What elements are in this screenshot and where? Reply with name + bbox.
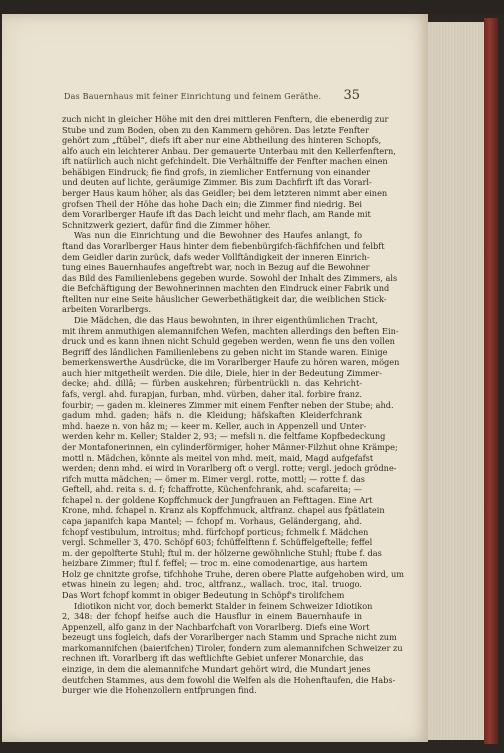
text-line: und deuten auf lichte, geräumige Zimmer. Bis zum Dachfirft ift das Vorarl- (62, 177, 372, 188)
text-line: die Befchäftigung der Bewohnerinnen machten den Eindruck einer Fabrik und (62, 283, 390, 294)
text-line: fchopf vestibulum, introitus; mhd. fürfchopf porticus; fchmelk f. Mädchen (62, 526, 369, 537)
text-line: berger Haus kaum höher, als das Geidler; bei dem letzteren nimmt aber einen (62, 188, 388, 199)
text-line: behäbigen Eindruck; fie find grofs, in ziemlicher Entfernung von einander (62, 166, 371, 177)
text-line: Idiotikon nicht vor, doch bemerkt Stalder in feinem Schweizer Idiotikon (74, 600, 373, 611)
text-line: fafs, vergl. ahd. furapjan, furban, mhd. vürben, daher ital. forbire franz. (62, 389, 362, 400)
text-line: m. der gepolfterte Stuhl; ftul m. der hölzerne gewöhnliche Stuhl; ftube f. das (62, 547, 382, 558)
text-line: rifch mutta mädchen; — ömer m. Eimer vergl. rotte, mottl; — rotte f. das (62, 473, 365, 484)
text-line: Appenzell, alfo ganz in der Nachbarfchaft von Vorarlberg. Diefs eine Wort (62, 621, 370, 632)
text-line: Stube und zum Boden, oben zu den Kammern gehören. Das letzte Fenfter (62, 124, 369, 135)
text-line: Krone, mhd. fchapel n. Kranz als Kopffchmuck, altfranz. chapel aus fpätlatein (62, 505, 385, 516)
text-line: einzige, in dem die alemannifche Mundart gehört wird, die Mundart jenes (62, 664, 371, 675)
text-line: mottl n. Mädchen, könnte als meitel von mhd. meit, maid, Magd aufgefafst (62, 452, 374, 463)
text-line: dem Vorarlberger Haufe ift das Dach leicht und mehr flach, am Rande mit (62, 209, 371, 220)
text-line: werden; denn mhd. ei wird in Vorarlberg oft o vergl. rotte; vergl. jedoch grödne- (62, 463, 397, 474)
text-line: mhd. haeze n. von hâz m; — keer m. Keller, auch in Appenzell und Unter- (62, 420, 367, 431)
text-line: der Montafonerinnen, ein cylinderförmiger, hoher Männer-Filzhut ohne Krämpe; (62, 441, 398, 452)
text-line: deutfchen Stammes, aus dem fowohl die Welfen als die Hohenftaufen, die Habs- (62, 674, 396, 685)
text-line: arbeiten Vorarlbergs. (62, 304, 151, 315)
body-text (62, 114, 405, 696)
text-line: ftand das Vorarlberger Haus hinter dem fiebenbürgifch-fächfifchen und felbft (62, 240, 385, 251)
text-line: fourbir; — gaden m. kleineres Zimmer mit einem Fenfter neben der Stube; ahd. (62, 399, 394, 410)
text-line: rechnen ift. Vorarlberg ift das weftlichfte Gebiet unferer Monarchie, das (62, 653, 364, 664)
text-line: etwas hinein zu legen; ahd. troc, altfranz., wallach. troc, ital. truogo. (62, 579, 362, 590)
text-line: 2, 348: der fchopf heifse auch die Hausflur in einem Bauernhaufe in (62, 611, 362, 622)
text-line: heizbare Zimmer; ftul f. feffel; — troc m. eine comodenartige, aus hartem (62, 558, 368, 569)
text-line: Begriff des ländlichen Familienlebens zu geben nicht im Stande waren. Einige (62, 346, 388, 357)
text-line: Schnitzwerk geziert, dafür find die Zimmer höher. (62, 219, 271, 230)
text-line: ftellten nur eine Seite häuslicher Gewerbethätigkeit dar, die weiblichen Stick- (62, 293, 387, 304)
text-line: ift natürlich auch nicht gefchindelt. Die Verhältniffe der Fenfter machen einen (62, 156, 388, 167)
text-line: burger wie die Hohenzollern entfprungen find. (62, 685, 257, 696)
text-line: Die Mädchen, die das Haus bewohnten, in ihrer eigenthümlichen Tracht, (74, 314, 378, 325)
text-line: tung eines Bauernhaufes angeftrebt war, noch in Bezug auf die Bewohner (62, 262, 370, 273)
text-line: Was nun die Einrichtung und die Bewohner des Haufes anlangt, fo (74, 230, 362, 241)
text-line: das Bild des Familienlebens gegeben wurde. Sowohl der Inhalt des Zimmers, als (62, 272, 398, 283)
text-line: mit ihrem anmuthigen alemannifchen Wefen, machten allerdings den beften Ein- (62, 325, 399, 336)
book-cover-edge (484, 18, 498, 744)
text-line: capa japanifch kapa Mantel; — fchopf m. Vorhaus, Geländergang, ahd. (62, 515, 362, 526)
page-edges (424, 22, 486, 740)
text-line: Das Wort fchopf kommt in obiger Bedeutung in Schöpf's tirolifchem (62, 590, 345, 601)
text-line: alfo auch ein leichterer Anbau. Der gemauerte Unterbau mit den Kellerfenftern, (62, 145, 396, 156)
text-line: druck und es kann ihnen nicht Schuld gegeben werden, wenn fie uns den vollen (62, 336, 395, 347)
text-line: Holz ge chnitzte grofse, tifchhohe Truhe, deren obere Platte aufgehoben wird, um (62, 568, 405, 579)
text-line: Geftell, ahd. reita s. d. f; fchaffrotte, Küchenfchrank, ahd. scafareita; — (62, 484, 362, 495)
text-line: bezeugt uns fogleich, dafs der Vorarlberger nach Stamm und Sprache nicht zum (62, 632, 397, 643)
text-line: gadum mhd. gaden; häfs n. die Kleidung; häfskaften Kleiderfchrank (62, 410, 362, 421)
text-line: vergl. Schmeller 3, 470. Schöpf 603; fchüffelftenn f. Schüffelgeftelle; feffel (62, 537, 373, 548)
text-line: fchapel n. der goldene Kopffchmuck der Jungfrauen an Fefttagen. Eine Art (62, 494, 373, 505)
text-line: decke; ahd. dillâ; — fürben auskehren; fürbentrückli n. das Kehricht- (62, 378, 362, 389)
text-line: markomannifchen (baierifchen) Tiroler, fondern zum alemannifchen Schweizer zu (62, 642, 403, 653)
running-title: Das Bauernhaus mit feiner Einrichtung und feinem Geräthe. (64, 92, 322, 101)
text-line: dem Geidler darin zurück, dafs weder Vollftändigkeit der inneren Einrich- (62, 251, 370, 262)
text-line: gehört zum „ftübel“, diefs ift aber nur eine Abtheilung des hinteren Schopfs, (62, 135, 382, 146)
text-line: bemerkenswerthe Ausdrücke, die im Vorarlberger Haufe zu hören waren, mögen (62, 357, 400, 368)
text-line: grofsen Theil der Höhe das hohe Dach ein; die Zimmer find niedrig. Bei (62, 198, 362, 209)
text-line: zuch nicht in gleicher Höhe mit den drei mittleren Fenftern, die ebenerdig zur (62, 114, 389, 124)
cover-top-edge (0, 0, 504, 14)
text-line: werden kehr m. Keller; Stalder 2, 93; — mefsli n. die feltfame Kopfbedeckung (62, 431, 386, 442)
text-line: auch hier mitgetheilt werden. Die dile, Diele, hier in der Bedeutung Zimmer- (62, 367, 382, 378)
page-number: 35 (343, 88, 360, 103)
